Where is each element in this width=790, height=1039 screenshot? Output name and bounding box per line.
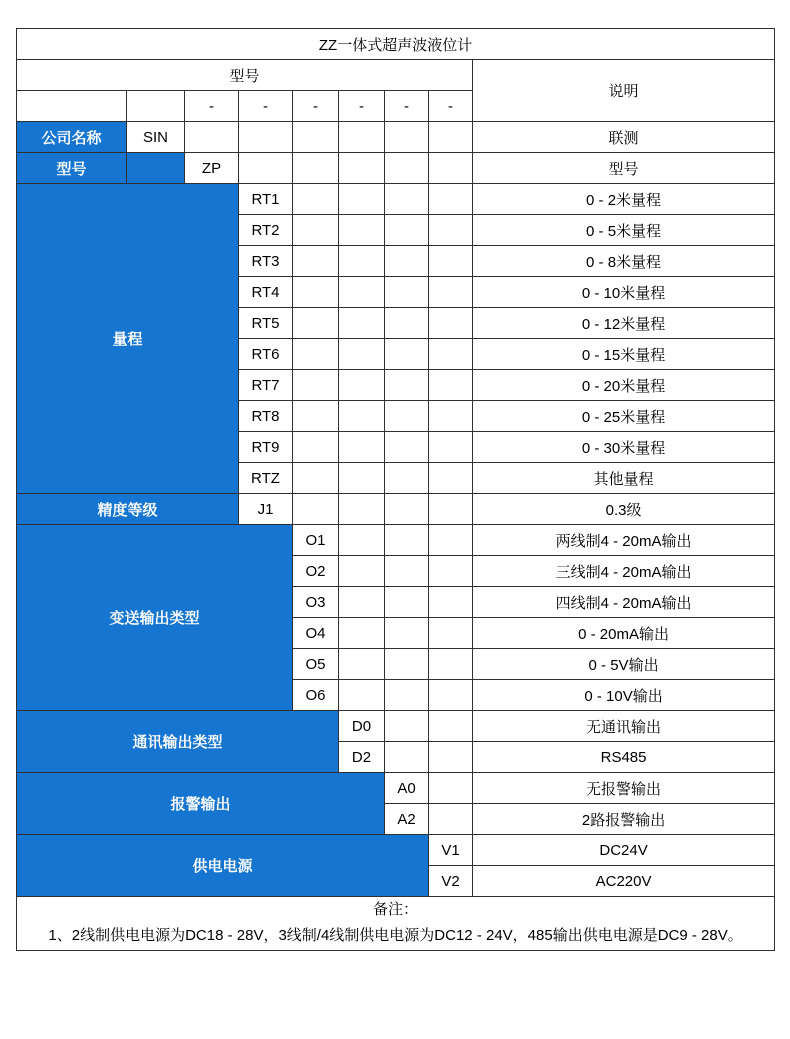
row-code-o4: O4 [293,618,339,649]
row-blank [339,122,385,153]
row-code-o3: O3 [293,587,339,618]
dash-cell-empty-2 [127,91,185,122]
row-blank [293,153,339,184]
row-blank [429,587,473,618]
table-row [17,711,775,742]
row-label-power-supply: 供电电源 [17,835,429,897]
table-row-header [17,60,775,91]
row-desc: 无报警输出 [473,773,775,804]
row-blank [385,463,429,494]
row-code-rt7: RT7 [239,370,293,401]
row-code-o1: O1 [293,525,339,556]
notes-cell [17,897,775,951]
row-blank [429,184,473,215]
row-blank [429,463,473,494]
row-blank [429,246,473,277]
row-blank [339,680,385,711]
row-code-rt2: RT2 [239,215,293,246]
row-blank [429,277,473,308]
row-code-o2: O2 [293,556,339,587]
row-code-rtz: RTZ [239,463,293,494]
row-blank [339,184,385,215]
row-blank [429,370,473,401]
row-blank [293,339,339,370]
row-desc: 0 - 5米量程 [473,215,775,246]
row-blank [385,556,429,587]
row-label-company: 公司名称 [17,122,127,153]
row-code-d2: D2 [339,742,385,773]
table-title: ZZ一体式超声波液位计 [17,29,775,60]
row-desc: DC24V [473,835,775,866]
row-blank [293,432,339,463]
row-blank [339,494,385,525]
row-blank [385,711,429,742]
header-description: 说明 [473,60,775,122]
row-blank [429,153,473,184]
row-blank [293,277,339,308]
row-desc: 0 - 20米量程 [473,370,775,401]
row-code-rt4: RT4 [239,277,293,308]
row-blank [339,215,385,246]
row-desc: 0 - 5V输出 [473,649,775,680]
row-blank [385,649,429,680]
table-row [17,525,775,556]
row-blank [385,184,429,215]
table-row [17,184,775,215]
row-blank [339,370,385,401]
header-model-group: 型号 [17,60,473,91]
row-code-sin: SIN [127,122,185,153]
row-code-zp: ZP [185,153,239,184]
row-blank [293,463,339,494]
row-desc: 无通讯输出 [473,711,775,742]
row-desc: 0 - 20mA输出 [473,618,775,649]
row-blank [339,649,385,680]
row-blank [429,122,473,153]
row-blank [429,339,473,370]
table-row-title [17,29,775,60]
row-blank [339,432,385,463]
row-desc: 2路报警输出 [473,804,775,835]
row-desc: AC220V [473,866,775,897]
row-desc: 0 - 10V输出 [473,680,775,711]
row-label-alarm-output: 报警输出 [17,773,385,835]
row-desc: 型号 [473,153,775,184]
row-blank [429,432,473,463]
row-blank [429,742,473,773]
row-label-accuracy: 精度等级 [17,494,239,525]
row-blank [429,649,473,680]
row-blank [339,277,385,308]
notes-heading: 备注： [373,901,419,918]
row-blank [293,494,339,525]
row-blank [429,618,473,649]
row-desc: 0 - 12米量程 [473,308,775,339]
row-desc: 0 - 10米量程 [473,277,775,308]
row-desc: 两线制4 - 20mA输出 [473,525,775,556]
row-label-range: 量程 [17,184,239,494]
table-row [17,494,775,525]
row-code-rt8: RT8 [239,401,293,432]
row-code-rt5: RT5 [239,308,293,339]
row-blank [239,122,293,153]
row-desc: 0 - 25米量程 [473,401,775,432]
row-blank [293,184,339,215]
row-blank [429,680,473,711]
row-blank [339,587,385,618]
row-blank [385,587,429,618]
row-blank [293,246,339,277]
row-blank [429,401,473,432]
row-blank [339,308,385,339]
row-blank [339,556,385,587]
row-code-a2: A2 [385,804,429,835]
row-blank [385,494,429,525]
dash-cell-2: - [239,91,293,122]
row-code-o6: O6 [293,680,339,711]
table-row [17,773,775,804]
row-code-j1: J1 [239,494,293,525]
row-code-rt3: RT3 [239,246,293,277]
row-blank [429,494,473,525]
row-label-model: 型号 [17,153,127,184]
row-blank [429,215,473,246]
row-code-rt6: RT6 [239,339,293,370]
row-blank [339,401,385,432]
table-row [17,122,775,153]
row-code-a0: A0 [385,773,429,804]
row-blank [293,370,339,401]
row-blank [239,153,293,184]
row-blank [385,432,429,463]
row-blank [385,153,429,184]
row-blank [339,525,385,556]
dash-cell-1: - [185,91,239,122]
table-row [17,835,775,866]
row-blank [293,215,339,246]
row-blank [429,773,473,804]
row-blank [429,711,473,742]
row-code-rt9: RT9 [239,432,293,463]
row-blank [385,277,429,308]
dash-cell-3: - [293,91,339,122]
row-desc: 0 - 15米量程 [473,339,775,370]
dash-cell-empty [17,91,127,122]
row-blank [429,804,473,835]
row-label-model-ext [127,153,185,184]
row-blank [185,122,239,153]
row-blank [293,401,339,432]
row-desc: 0.3级 [473,494,775,525]
row-code-rt1: RT1 [239,184,293,215]
row-blank [293,122,339,153]
dash-cell-6: - [429,91,473,122]
row-label-comm-output: 通讯输出类型 [17,711,339,773]
row-blank [385,401,429,432]
row-blank [385,308,429,339]
row-blank [339,339,385,370]
row-desc: RS485 [473,742,775,773]
row-blank [385,339,429,370]
row-blank [429,556,473,587]
row-code-d0: D0 [339,711,385,742]
row-blank [339,618,385,649]
product-model-table [16,28,775,951]
row-blank [385,370,429,401]
row-blank [339,153,385,184]
row-blank [339,463,385,494]
row-code-o5: O5 [293,649,339,680]
row-desc: 其他量程 [473,463,775,494]
row-blank [385,680,429,711]
dash-cell-4: - [339,91,385,122]
table-row [17,153,775,184]
row-desc: 0 - 2米量程 [473,184,775,215]
row-desc: 联测 [473,122,775,153]
row-label-transmit-output: 变送输出类型 [17,525,293,711]
row-desc: 0 - 30米量程 [473,432,775,463]
row-blank [385,122,429,153]
dash-cell-5: - [385,91,429,122]
row-desc: 0 - 8米量程 [473,246,775,277]
notes-line-1: 1、2线制供电电源为DC18 - 28V，3线制/4线制供电电源为DC12 - 24V，485输出供电电源是DC9 - 28V。 [48,927,743,945]
row-blank [429,308,473,339]
row-blank [429,525,473,556]
row-desc: 三线制4 - 20mA输出 [473,556,775,587]
row-code-v1: V1 [429,835,473,866]
table-row-notes [17,897,775,951]
row-code-v2: V2 [429,866,473,897]
row-blank [385,525,429,556]
row-blank [385,246,429,277]
row-blank [293,308,339,339]
row-blank [385,618,429,649]
row-blank [339,246,385,277]
row-desc: 四线制4 - 20mA输出 [473,587,775,618]
row-blank [385,215,429,246]
row-blank [385,742,429,773]
